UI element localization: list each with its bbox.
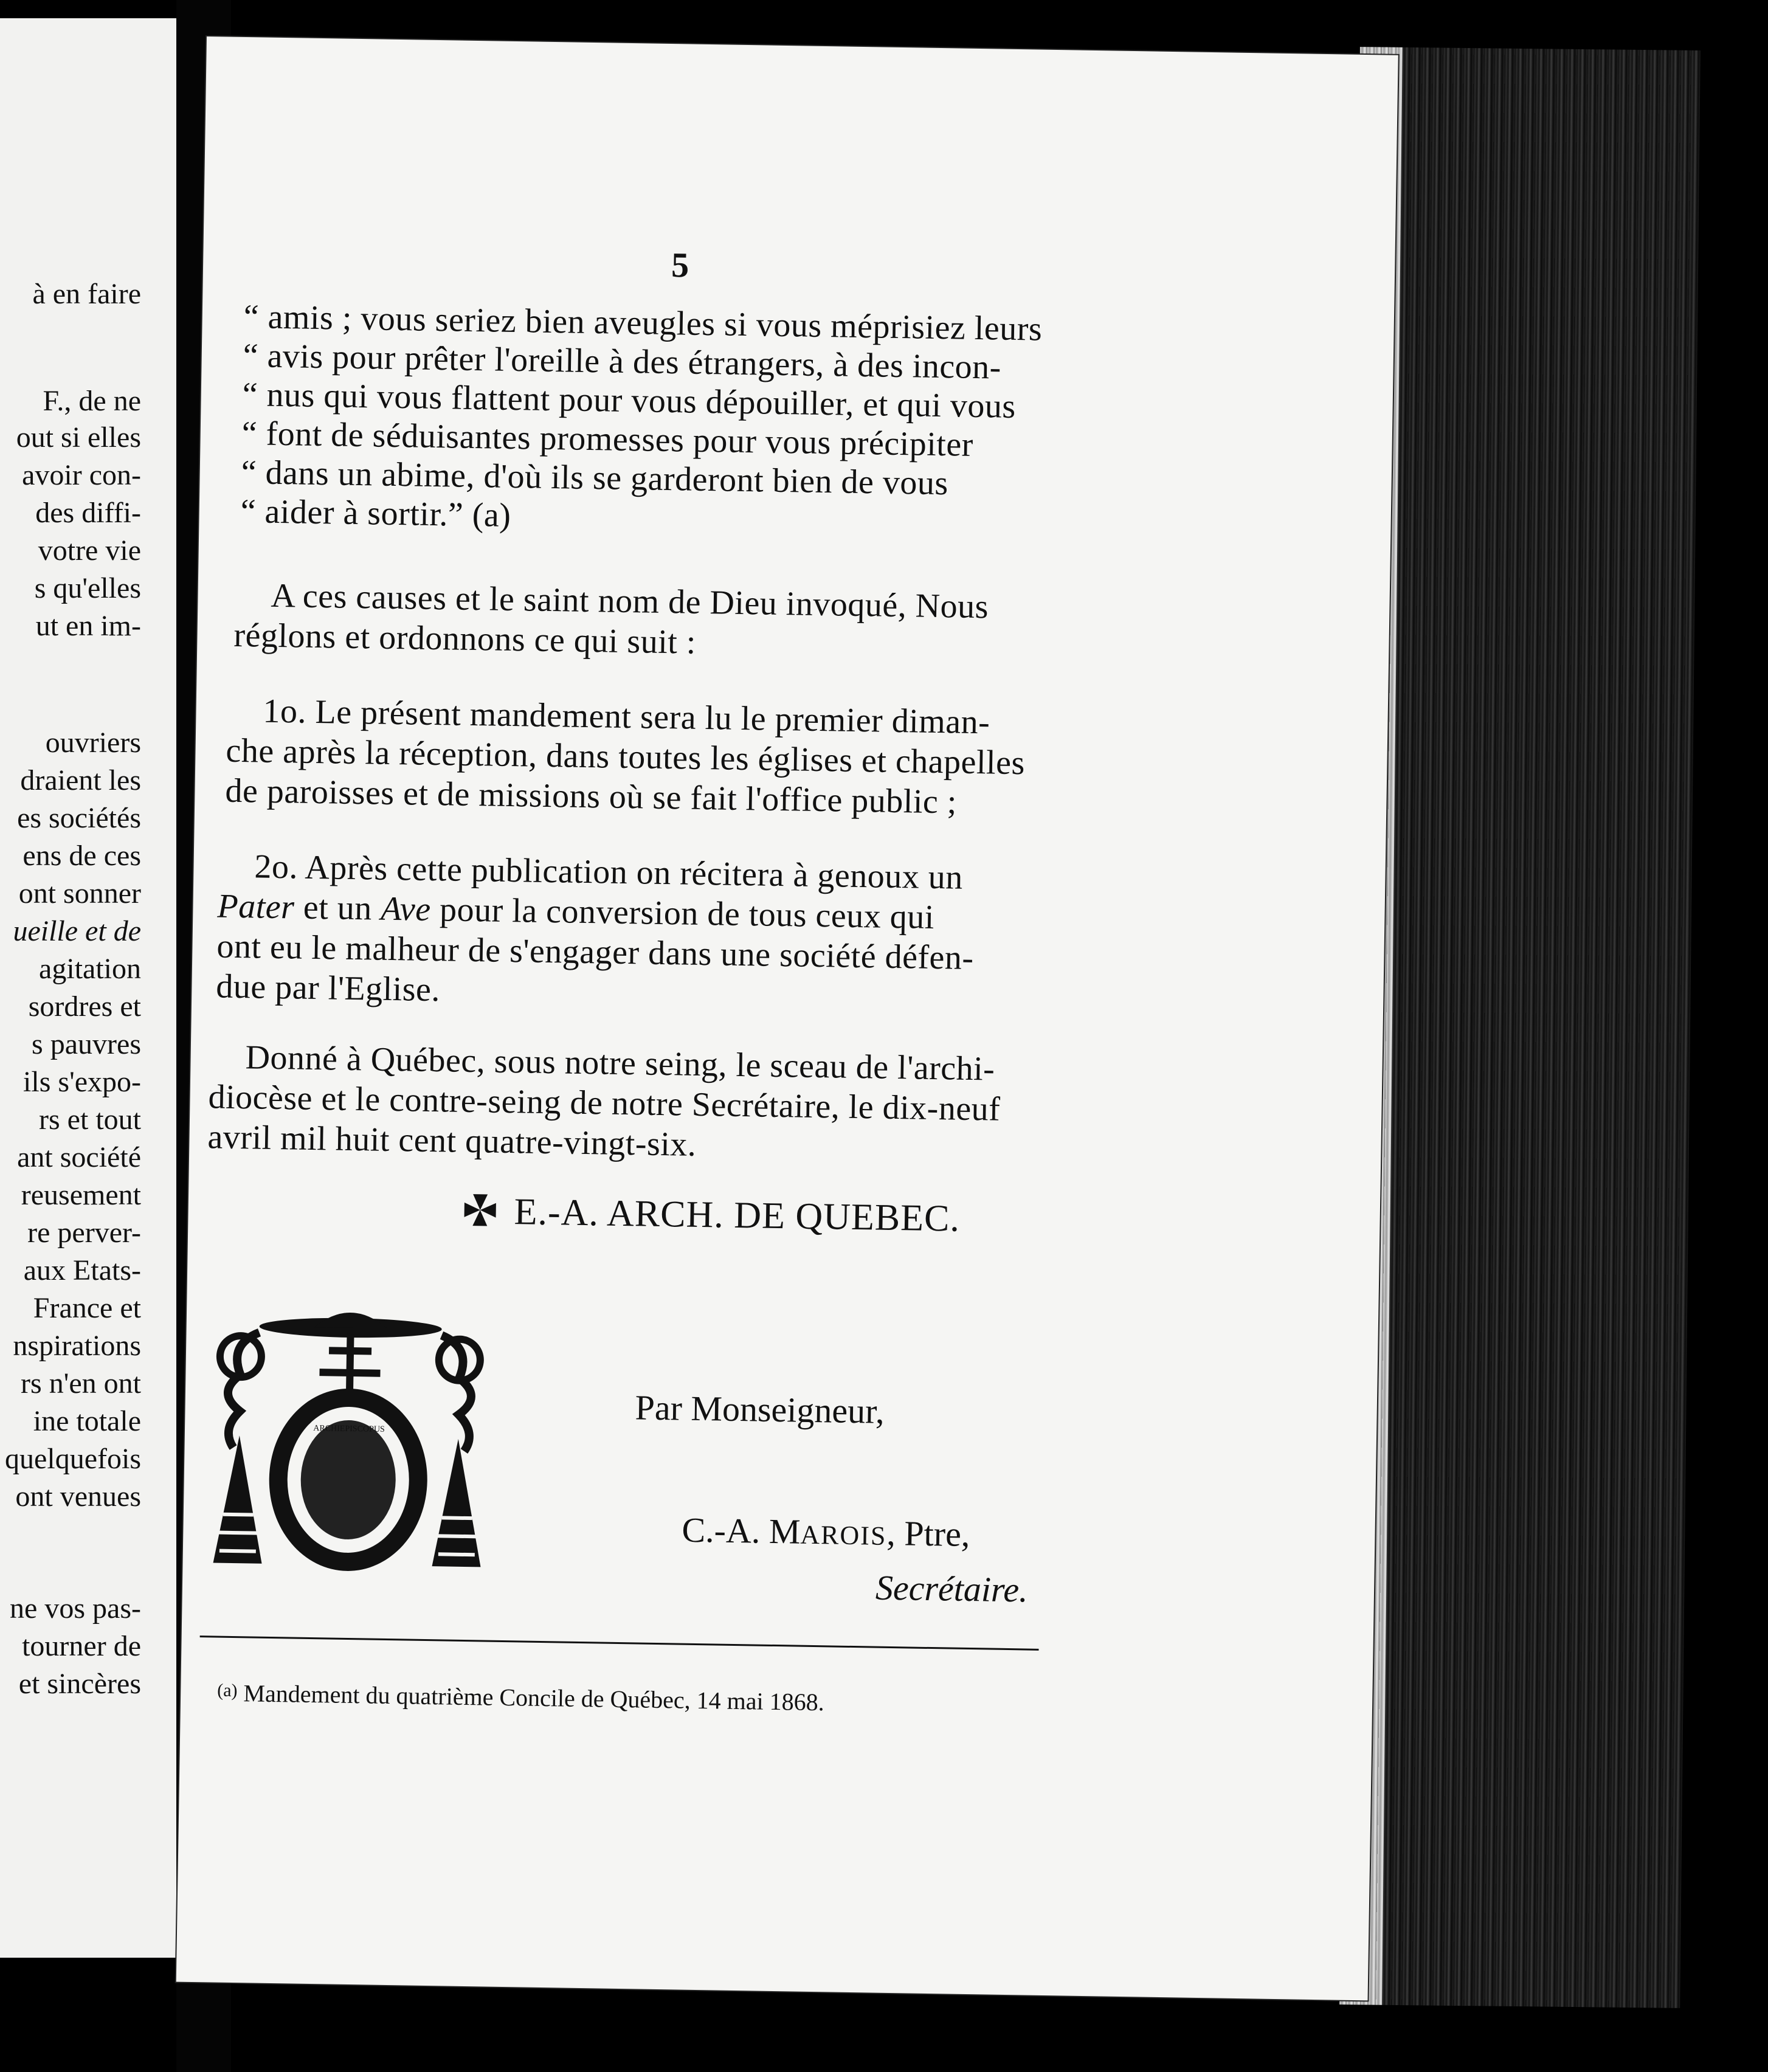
intro-line: réglons et ordonnons ce qui suit :	[233, 616, 697, 661]
left-page-line: out si elles	[16, 421, 141, 454]
given-line: avril mil huit cent quatre-vingt-six.	[207, 1118, 697, 1164]
left-page-line: quelquefois	[5, 1443, 141, 1475]
left-page-line: votre vie	[38, 534, 141, 567]
left-page-line: re perver-	[27, 1217, 141, 1249]
article-1-line: de paroisses et de missions où se fait l'office public ;	[225, 772, 958, 821]
left-page-line: ut en im-	[35, 610, 141, 642]
footnote-rule	[200, 1635, 1039, 1651]
crest-motto: ARCHIEPISCOPUS	[313, 1424, 385, 1434]
left-page-line: ne vos pas-	[10, 1592, 141, 1625]
cross-pattee-icon	[461, 1192, 499, 1229]
left-page-line: es sociétés	[17, 802, 141, 834]
footnote-text: Mandement du quatrième Concile de Québec, 14 mai 1868.	[243, 1679, 825, 1716]
secretary-name: C.-A. MAROIS, Ptre,	[682, 1510, 970, 1555]
pater-italic: Pater	[217, 887, 295, 927]
quote-line: “ aider à sortir.” (a)	[240, 492, 511, 534]
quote-block	[207, 36, 1398, 534]
article-1-line: 1o. Le présent mandement sera lu le premier diman-	[263, 692, 990, 742]
quote-line: “ avis pour prêter l'oreille à des étrangers, à des incon-	[243, 337, 1002, 387]
archiepiscopal-coat-of-arms	[201, 1307, 497, 1591]
secretary-title: Secrétaire.	[875, 1567, 1029, 1610]
left-page-line: sordres et	[28, 990, 141, 1023]
left-page-line: agitation	[39, 953, 141, 985]
left-facing-page	[0, 18, 176, 1958]
left-page-line: s pauvres	[32, 1028, 141, 1060]
left-page-line: à en faire	[32, 278, 141, 310]
intro-line: A ces causes et le saint nom de Dieu invoqué, Nous	[271, 576, 989, 626]
given-line: Donné à Québec, sous notre seing, le sceau de l'archi-	[245, 1038, 995, 1088]
quote-line: “ font de séduisantes promesses pour vous précipiter	[241, 414, 974, 464]
left-page-line: aux Etats-	[23, 1254, 141, 1286]
left-page-line: s qu'elles	[34, 572, 141, 604]
footnote-marker: (a)	[217, 1680, 238, 1701]
left-page-line: France et	[33, 1292, 141, 1324]
left-page-line: ils s'expo-	[23, 1066, 141, 1098]
left-page-line: tourner de	[22, 1630, 141, 1662]
left-page-line: ine totale	[33, 1405, 141, 1437]
left-page-line: ouvriers	[45, 727, 141, 759]
given-line: diocèse et le contre-seing de notre Secrétaire, le dix-neuf	[208, 1078, 1001, 1128]
page-number: 5	[671, 245, 689, 285]
left-page-line: des diffi-	[35, 497, 141, 529]
article-2-line: due par l'Eglise.	[215, 967, 441, 1009]
ave-italic: Ave	[380, 889, 432, 928]
left-page-line: draient les	[20, 764, 141, 796]
left-page-line: ant société	[17, 1141, 141, 1173]
left-page-line: rs et tout	[39, 1103, 141, 1136]
signature-text: E.-A. ARCH. DE QUEBEC.	[514, 1191, 961, 1240]
left-page-line: ont venues	[15, 1480, 141, 1513]
left-page-line: rs n'en ont	[21, 1367, 141, 1400]
footnote	[217, 1679, 824, 1717]
article-2-line: ont eu le malheur de s'engager dans une société défen-	[216, 927, 975, 977]
quote-line: “ amis ; vous seriez bien aveugles si vous méprisiez leurs	[243, 298, 1043, 348]
left-page-line: ens de ces	[22, 840, 141, 872]
left-page-line: et sincères	[18, 1668, 141, 1700]
left-page-line: ont sonner	[18, 877, 141, 910]
quote-line: “ dans un abime, d'où ils se garderont bien de vous	[241, 453, 949, 503]
left-page-line: nspirations	[13, 1330, 141, 1362]
main-page	[176, 36, 1398, 2000]
article-2-line: Pater et un Ave pour la conversion de tous ceux qui	[217, 887, 935, 936]
left-page-line: ueille et de	[13, 915, 141, 947]
left-page-line: reusement	[21, 1179, 141, 1211]
left-page-line: avoir con-	[22, 459, 141, 491]
archbishop-signature	[461, 1190, 960, 1241]
par-monseigneur: Par Monseigneur,	[635, 1387, 885, 1431]
quote-line: “ nus qui vous flattent pour vous dépouiller, et qui vous	[242, 375, 1017, 426]
article-1-line: che après la réception, dans toutes les églises et chapelles	[226, 731, 1026, 782]
left-page-line: F., de ne	[43, 385, 141, 417]
article-2-line: 2o. Après cette publication on récitera à genoux un	[254, 848, 964, 897]
